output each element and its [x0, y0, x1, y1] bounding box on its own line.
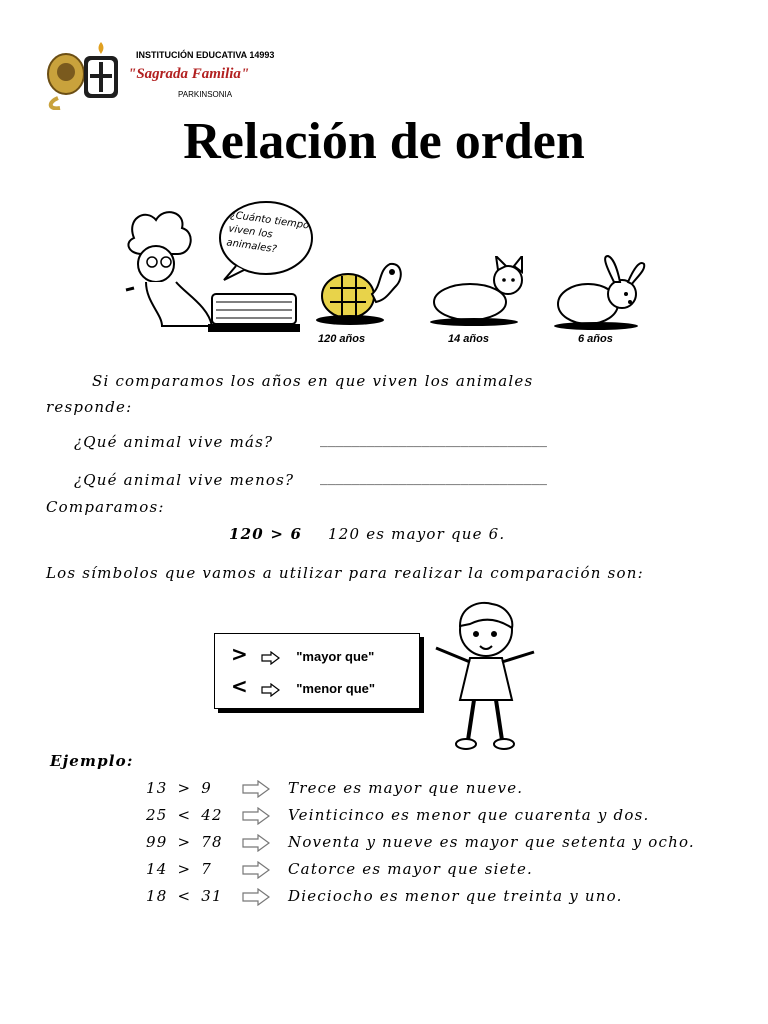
example-operator: > — [177, 860, 192, 878]
example-sentence: Veinticinco es menor que cuarenta y dos. — [288, 806, 650, 824]
arrow-right-icon — [242, 888, 270, 906]
compare-heading: Comparamos: — [46, 498, 165, 516]
symbols-box — [214, 633, 420, 709]
arrow-right-icon — [242, 780, 270, 798]
page-title: Relación de orden — [183, 113, 585, 170]
arrow-right-icon — [261, 683, 281, 697]
example-sentence: Catorce es mayor que siete. — [288, 860, 534, 878]
cat-icon — [430, 256, 530, 328]
school-subtitle: "Sagrada Familia" — [128, 66, 250, 82]
example-row — [0, 860, 768, 884]
school-crest-icon — [44, 40, 130, 110]
arrow-right-icon — [242, 861, 270, 879]
example-right-number: 9 — [201, 779, 213, 797]
intro-line-2: responde: — [46, 398, 133, 416]
greater-than-meaning: "mayor que" — [296, 649, 375, 664]
speech-bubble-text: ¿Cuánto tiempo viven los animales? — [225, 209, 310, 256]
example-row — [0, 887, 768, 911]
rabbit-icon — [552, 254, 648, 330]
symbol-row-less — [231, 674, 375, 698]
example-comparison — [146, 806, 236, 824]
less-than-symbol: < — [231, 674, 248, 698]
example-comparison — [146, 860, 236, 878]
intro-line-1: Si comparamos los años en que viven los animales — [92, 372, 534, 390]
example-right-number: 31 — [201, 887, 223, 905]
example-operator: > — [177, 833, 192, 851]
arrow-right-icon — [242, 834, 270, 852]
question-most: ¿Qué animal vive más? — [74, 433, 274, 451]
example-row — [0, 806, 768, 830]
question-least: ¿Qué animal vive menos? — [74, 471, 295, 489]
answer-blank-most[interactable]: _____________________________ — [320, 433, 547, 448]
example-row — [0, 833, 768, 857]
arrow-right-icon — [242, 807, 270, 825]
age-label-cat: 14 años — [448, 333, 489, 345]
example-operator: < — [177, 806, 192, 824]
compare-expression: 120 > 6 — [229, 525, 303, 543]
turtle-icon — [316, 256, 406, 328]
school-city: PARKINSONIA — [178, 90, 233, 99]
example-row — [0, 779, 768, 803]
less-than-meaning: "menor que" — [296, 681, 376, 696]
example-sentence: Noventa y nueve es mayor que setenta y ocho. — [288, 833, 695, 851]
compare-sentence: 120 es mayor que 6. — [328, 525, 506, 543]
example-left-number: 13 — [146, 779, 168, 797]
example-operator: < — [177, 887, 192, 905]
example-left-number: 25 — [146, 806, 168, 824]
school-name: INSTITUCIÓN EDUCATIVA 14993 — [136, 50, 275, 60]
girl-icon — [430, 596, 540, 752]
example-left-number: 18 — [146, 887, 168, 905]
example-right-number: 78 — [201, 833, 223, 851]
example-right-number: 42 — [201, 806, 223, 824]
example-operator: > — [177, 779, 192, 797]
example-comparison — [146, 779, 236, 797]
example-heading: Ejemplo: — [50, 752, 134, 770]
example-comparison — [146, 833, 236, 851]
arrow-right-icon — [261, 651, 281, 665]
symbols-intro: Los símbolos que vamos a utilizar para realizar la comparación son: — [46, 564, 644, 582]
example-left-number: 99 — [146, 833, 168, 851]
school-logo — [44, 40, 284, 110]
age-label-turtle: 120 años — [318, 333, 366, 345]
example-sentence: Dieciocho es menor que treinta y uno. — [288, 887, 623, 905]
example-right-number: 7 — [201, 860, 213, 878]
age-label-rabbit: 6 años — [578, 333, 613, 345]
example-left-number: 14 — [146, 860, 168, 878]
symbol-row-greater — [231, 642, 374, 666]
example-comparison — [146, 887, 236, 905]
answer-blank-least[interactable]: _____________________________ — [320, 471, 547, 486]
example-sentence: Trece es mayor que nueve. — [288, 779, 524, 797]
greater-than-symbol: > — [231, 642, 248, 666]
